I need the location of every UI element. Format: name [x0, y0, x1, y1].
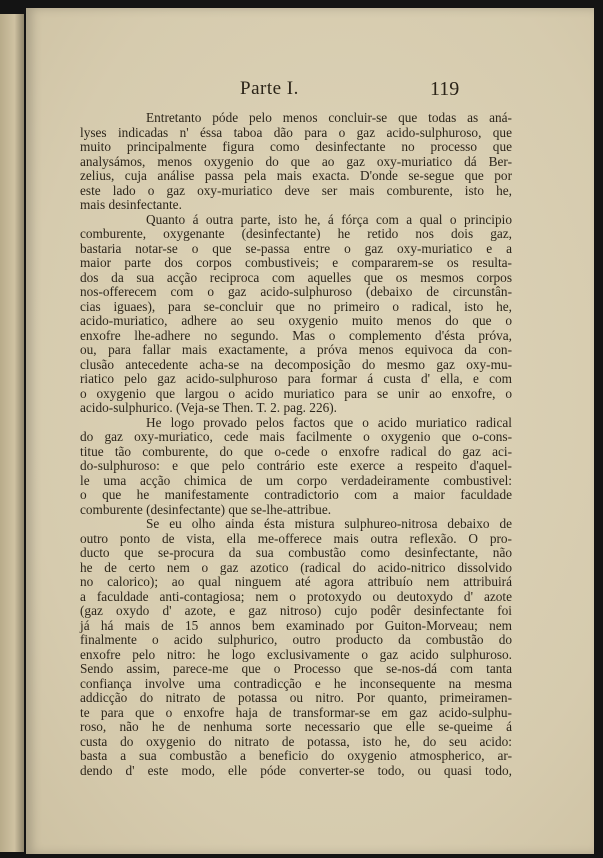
text-line: riatico pelo gaz acido-sulphuroso para formar á custa d' ella, e com — [80, 371, 512, 386]
text-line: dendo d' este modo, elle póde converter-se todo, ou quasi todo, — [80, 762, 512, 778]
text-line: este lado o gaz oxy-muriatico deve ser mais comburente, isto he, — [80, 182, 512, 198]
text-line: o oxygenio que largou o acido muriatico para se unir ao enxofre, o — [80, 385, 512, 401]
text-line: (gaz oxydo d' azote, e gaz nitroso) cujo podêr desinfectante foi — [80, 603, 512, 618]
text-line: Entretanto póde pelo menos concluir-se que todas as aná- — [146, 110, 512, 125]
text-line: analysámos, menos oxygenio do que ao gaz oxy-muriatico dá Ber- — [80, 153, 512, 169]
text-line: ou, para fallar mais exactamente, a próva menos equivoca da con- — [80, 342, 512, 357]
text-line: ducto que se-procura da sua combustão como desinfectante, não — [80, 545, 512, 560]
text-line: He logo provado pelos factos que o acido muriatico radical — [146, 414, 512, 430]
text-line: finalmente o acido sulphurico, outro producto da combustão do — [80, 632, 512, 647]
text-line: enxofre pelo nitro: he logo exclusivamente o gaz acido sulphuroso. — [80, 646, 512, 662]
facing-page-edge — [0, 14, 24, 852]
text-line: roso, não he de nenhuma sorte necessario que elle se-queime á — [80, 719, 512, 734]
book-page — [26, 8, 594, 854]
text-line: basta a sua combustão a beneficio do oxygenio atmospherico, ar- — [80, 748, 512, 763]
text-line: le uma acção chimica de um corpo verdadeiramente combustivel: — [80, 472, 512, 488]
text-line: a faculdade anti-contagiosa; nem o protoxydo ou deutoxydo d' azote — [80, 588, 512, 604]
text-line: zelius, cuja análise passa pela mais exacta. D'onde se-segue que por — [80, 168, 512, 183]
text-line: muito principalmente figura como desinfectante no processo que — [80, 139, 512, 154]
text-line: comburente, oxygenante (desinfectante) he retido nos dois gaz, — [80, 226, 512, 241]
text-line: do gaz oxy-muriatico, cede mais facilmente o oxygenio que o-cons- — [80, 429, 512, 444]
text-line: já há mais de 15 annos bem examinado por Guiton-Morveau; nem — [80, 617, 512, 633]
text-line: maior parte dos corpos combustiveis; e compararem-se os resulta- — [80, 255, 512, 270]
text-line: lyses indicadas n' éssa taboa dão para o gaz acido-sulphuroso, que — [80, 124, 512, 140]
text-line: confiança involve uma contradicção e he inconsequente na mesma — [80, 675, 512, 691]
text-line: mais desinfectante. — [80, 197, 182, 212]
text-line: bastaria notar-se o que se-passa entre o gaz oxy-muriatico e a — [80, 240, 512, 256]
text-line: titue tão comburente, do que o-cede o enxofre radical do gaz aci- — [80, 443, 512, 459]
text-line: o que he manifestamente contradictorio com a maior faculdade — [80, 487, 512, 502]
text-line: do-sulphuroso: e que pelo contrário este exerce a respeito d'aquel- — [80, 458, 512, 473]
text-line: he de certo nem o gaz azotico (radical do acido-nitrico dissolvido — [80, 559, 512, 575]
page-header — [26, 78, 594, 108]
text-line: custa do oxygenio do nitrato de potassa, isto he, do seu acido: — [80, 733, 512, 749]
text-line: no calorico); ao qual ninguem até agora attribuío nem attribuirá — [80, 574, 512, 589]
text-line: dos da sua acção reciproca com aquelles que os mesmos corpos — [80, 269, 512, 285]
text-line: comburente (desinfectante) que se-lhe-attribue. — [80, 501, 332, 517]
page-number: 119 — [430, 78, 460, 100]
text-line: Quanto á outra parte, isto he, á fórça com a qual o principio — [146, 211, 512, 227]
text-line: clusão antecedente acha-se na decomposição do mesmo gaz oxy-mu- — [80, 356, 512, 372]
text-line: addicção do nitrato de potassa ou nitro. Por quanto, primeiramen- — [80, 690, 512, 705]
running-head: Parte I. — [240, 78, 299, 99]
text-line: enxofre lhe-adhere no segundo. Mas o complemento d'ésta próva, — [80, 327, 512, 343]
body-text — [80, 111, 512, 778]
text-line: Se eu olho ainda ésta mistura sulphureo-nitrosa debaixo de — [146, 516, 512, 531]
text-line: acido-sulphurico. (Veja-se Then. T. 2. pag. 226). — [80, 400, 338, 415]
text-line: cias iguaes), para se-concluir que no primeiro o radical, isto he, — [80, 298, 512, 314]
text-line: nos-offerecem com o gaz acido-sulphuroso (debaixo de circunstân- — [80, 284, 512, 299]
text-line: Sendo assim, parece-me que o Processo que se-nos-dá com tanta — [80, 661, 512, 676]
text-line: acido-muriatico, adhere ao seu oxygenio muito menos do que o — [80, 313, 512, 328]
text-line: te para que o enxofre haja de transformar-se em gaz acido-sulphu- — [80, 704, 512, 720]
text-line: outro ponto de vista, ella me-offerece mais outra reflexão. O pro- — [80, 530, 512, 546]
